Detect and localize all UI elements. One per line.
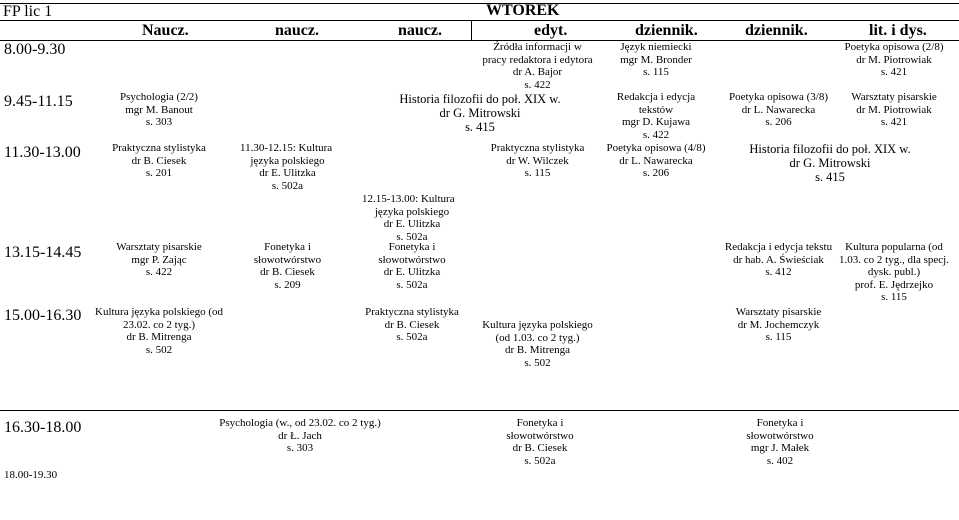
day-title: WTOREK xyxy=(486,2,560,19)
class-cell: Język niemiecki mgr M. Bronder s. 115 xyxy=(620,41,692,78)
time-slot: 18.00-19.30 xyxy=(4,469,58,481)
grid-line xyxy=(0,3,959,4)
class-cell: Praktyczna stylistyka dr B. Ciesek s. 201 xyxy=(112,142,206,179)
time-slot: 8.00-9.30 xyxy=(4,41,66,58)
class-cell: Praktyczna stylistyka dr W. Wilczek s. 115 xyxy=(490,142,585,179)
class-cell: Redakcja i edycja tekstów mgr D. Kujawa s. 422 xyxy=(616,91,696,141)
grid-line xyxy=(471,20,472,40)
class-cell: Kultura języka polskiego (od 1.03. co 2 tyg.) dr B. Mitrenga s. 502 xyxy=(482,319,593,369)
class-cell: Warsztaty pisarskie mgr P. Zając s. 422 xyxy=(116,241,202,278)
column-header: naucz. xyxy=(398,22,442,39)
class-cell: Poetyka opisowa (2/8) dr M. Piotrowiak s. 421 xyxy=(844,41,944,78)
column-header: lit. i dys. xyxy=(869,22,927,39)
class-cell: Fonetyka i słowotwórstwo dr E. Ulitzka s. 502a xyxy=(378,241,446,291)
class-cell: Źródła informacji w pracy redaktora i edytora dr A. Bajor s. 422 xyxy=(482,41,593,91)
class-cell: Warsztaty pisarskie dr M. Piotrowiak s. 421 xyxy=(851,91,937,128)
class-cell: Warsztaty pisarskie dr M. Jochemczyk s. 115 xyxy=(735,306,822,343)
class-cell: Poetyka opisowa (4/8) dr L. Nawarecka s. 206 xyxy=(606,142,706,179)
time-slot: 9.45-11.15 xyxy=(4,93,73,110)
class-cell: Fonetyka i słowotwórstwo dr B. Ciesek s. 209 xyxy=(253,241,322,291)
time-slot: 13.15-14.45 xyxy=(4,244,82,261)
class-cell: 12.15-13.00: Kultura języka polskiego dr E. Ulitzka s. 502a xyxy=(362,193,455,243)
class-cell: Kultura popularna (od 1.03. co 2 tyg., dla specj. dysk. publ.) prof. E. Jędrzejko s. 115 xyxy=(839,241,949,303)
class-cell: Historia filozofii do poł. XIX w. dr G. Mitrowski s. 415 xyxy=(749,142,911,184)
column-header: dziennik. xyxy=(745,22,808,39)
column-header: naucz. xyxy=(275,22,319,39)
grid-line xyxy=(0,20,959,21)
class-cell: Fonetyka i słowotwórstwo dr B. Ciesek s. 502a xyxy=(506,417,574,467)
grid-line xyxy=(0,410,959,411)
class-cell: Historia filozofii do poł. XIX w. dr G. Mitrowski s. 415 xyxy=(399,92,561,134)
time-slot: 15.00-16.30 xyxy=(4,307,82,324)
column-header: dziennik. xyxy=(635,22,698,39)
time-slot: 16.30-18.00 xyxy=(4,419,82,436)
column-header: Naucz. xyxy=(142,22,189,39)
class-cell: 11.30-12.15: Kultura języka polskiego dr E. Ulitzka s. 502a xyxy=(240,142,333,192)
class-cell: Fonetyka i słowotwórstwo mgr J. Małek s. 402 xyxy=(746,417,814,467)
class-cell: Kultura języka polskiego (od 23.02. co 2 tyg.) dr B. Mitrenga s. 502 xyxy=(95,306,223,356)
column-header: edyt. xyxy=(534,22,568,39)
page-title: FP lic 1 xyxy=(3,3,53,20)
time-slot: 11.30-13.00 xyxy=(4,144,81,161)
class-cell: Psychologia (2/2) mgr M. Banout s. 303 xyxy=(120,91,198,128)
class-cell: Praktyczna stylistyka dr B. Ciesek s. 502a xyxy=(365,306,459,343)
class-cell: Psychologia (w., od 23.02. co 2 tyg.) dr Ł. Jach s. 303 xyxy=(219,417,381,454)
class-cell: Poetyka opisowa (3/8) dr L. Nawarecka s. 206 xyxy=(729,91,828,128)
class-cell: Redakcja i edycja tekstu dr hab. A. Świeściak s. 412 xyxy=(724,241,833,278)
